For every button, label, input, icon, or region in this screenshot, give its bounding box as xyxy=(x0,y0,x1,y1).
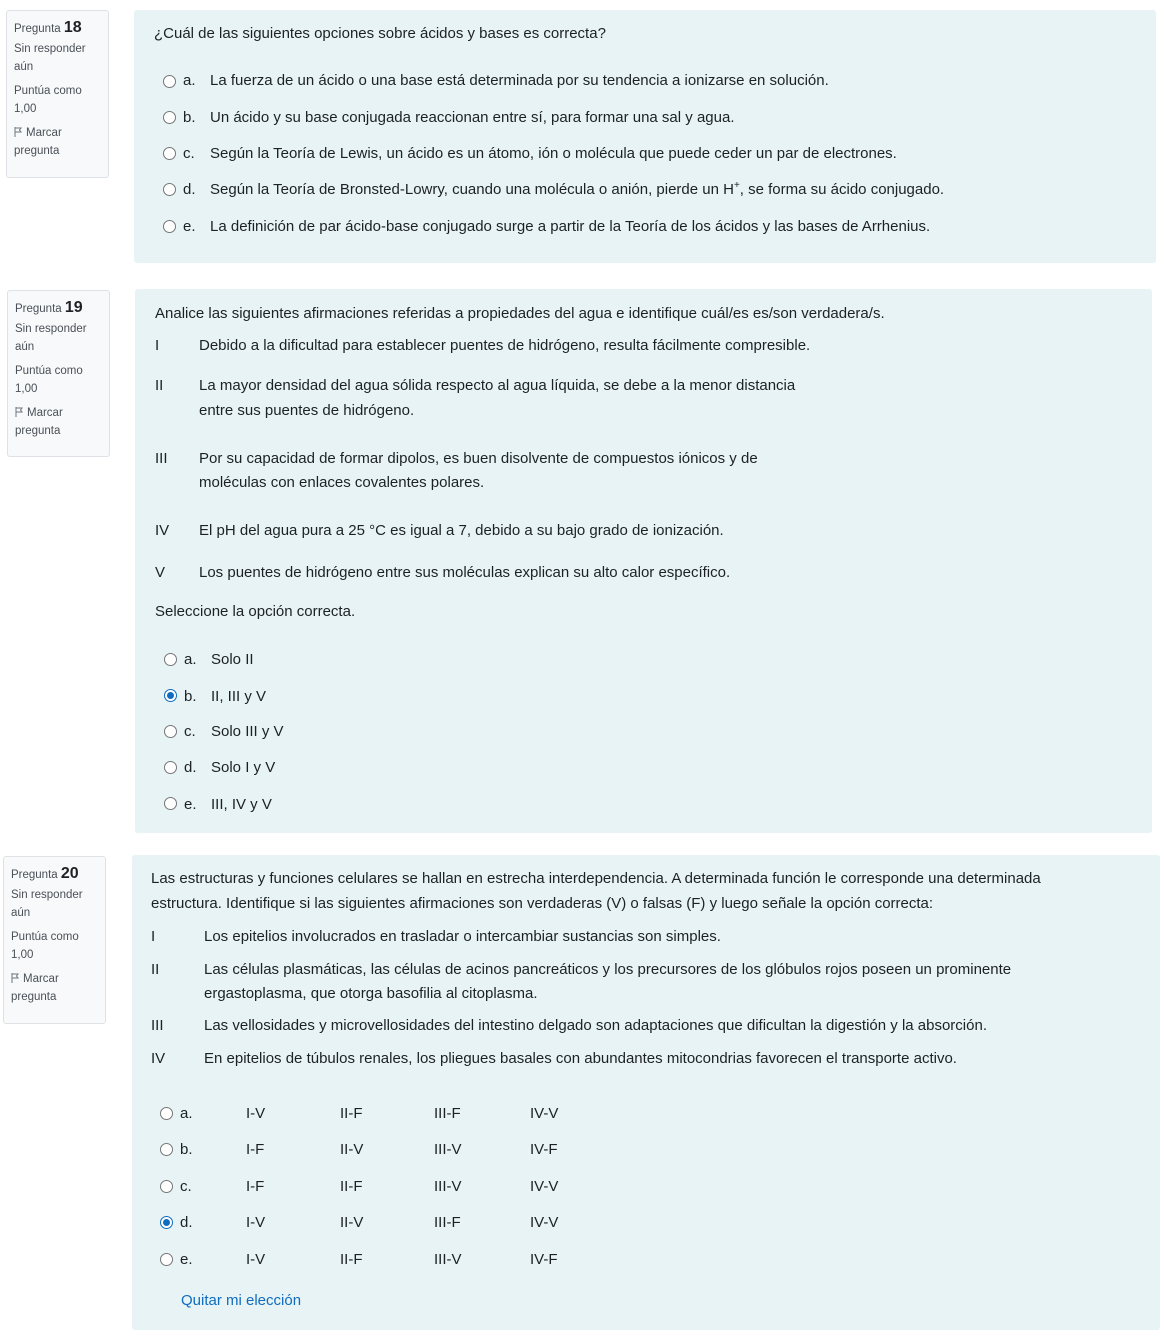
statement-number: II xyxy=(155,377,164,394)
answer-letter: e. xyxy=(180,1251,193,1268)
question-state: Sin responder aún xyxy=(14,43,86,73)
statement-text: El pH del agua pura a 25 °C es igual a 7, debido a su bajo grado de ionización. xyxy=(199,522,724,539)
answer-radio-c[interactable] xyxy=(164,725,177,738)
answer-letter: a. xyxy=(180,1105,193,1122)
answer-letter: c. xyxy=(180,1178,192,1195)
answer-col-3: III-V xyxy=(434,1178,462,1195)
answer-col-3: III-V xyxy=(434,1251,462,1268)
answer-col-1: I-F xyxy=(246,1178,265,1195)
answer-radio-a[interactable] xyxy=(163,75,176,88)
question-info-19 xyxy=(7,290,110,457)
question-content-19 xyxy=(135,289,1152,833)
answer-radio-b[interactable] xyxy=(163,111,176,124)
answer-letter: a. xyxy=(183,72,196,89)
answer-text: La fuerza de un ácido o una base está determinada por su tendencia a ionizarse en solución. xyxy=(210,72,829,89)
answer-letter: c. xyxy=(183,145,195,162)
flag-question-link[interactable]: Marcar pregunta xyxy=(14,127,62,157)
answer-letter: c. xyxy=(184,723,196,740)
answer-col-2: II-F xyxy=(340,1251,363,1268)
statement-number: I xyxy=(155,337,160,354)
answer-radio-d[interactable] xyxy=(163,183,176,196)
flag-question-link[interactable]: Marcar pregunta xyxy=(11,973,59,1003)
statement-text: Las células plasmáticas, las células de acinos pancreáticos y los precursores de los glóbulos rojos poseen un prominente xyxy=(204,961,1012,978)
question-text: Las estructuras y funciones celulares se hallan en estrecha interdependencia. A determinada función le corresponde una determinada xyxy=(151,870,1041,887)
answer-col-1: I-V xyxy=(246,1251,266,1268)
question-grade: Puntúa como 1,00 xyxy=(15,365,83,395)
answer-col-2: II-V xyxy=(340,1214,364,1231)
answer-col-1: I-F xyxy=(246,1141,265,1158)
question-content-20 xyxy=(132,855,1160,1330)
statement-text: La mayor densidad del agua sólida respecto al agua líquida, se debe a la menor distancia xyxy=(199,377,796,394)
answer-radio-c[interactable] xyxy=(160,1180,173,1193)
answer-text: La definición de par ácido-base conjugado surge a partir de la Teoría de los ácidos y las bases de Arrhenius. xyxy=(210,218,931,235)
question-state: Sin responder aún xyxy=(11,889,83,919)
question-prompt: Seleccione la opción correcta. xyxy=(155,603,356,620)
question-text: ¿Cuál de las siguientes opciones sobre ácidos y bases es correcta? xyxy=(154,25,606,42)
answer-col-4: IV-V xyxy=(530,1214,559,1231)
answer-col-3: III-F xyxy=(434,1214,461,1231)
answer-text: III, IV y V xyxy=(211,796,272,813)
answer-letter: d. xyxy=(180,1214,193,1231)
question-number: Pregunta 18 xyxy=(14,19,82,36)
statement-text: ergastoplasma, que otorga basofilia al citoplasma. xyxy=(204,985,538,1002)
question-content-18 xyxy=(134,10,1156,263)
statement-number: III xyxy=(151,1017,164,1034)
statement-number: I xyxy=(151,928,156,945)
answer-radio-c[interactable] xyxy=(163,147,176,160)
answer-radio-b[interactable] xyxy=(164,689,177,702)
answer-col-1: I-V xyxy=(246,1214,266,1231)
clear-choice-link[interactable]: Quitar mi elección xyxy=(181,1292,302,1309)
answer-letter: e. xyxy=(183,218,196,235)
answer-text: Según la Teoría de Lewis, un ácido es un átomo, ión o molécula que puede ceder un par de electrones. xyxy=(210,145,897,162)
statement-number: IV xyxy=(151,1050,166,1067)
answer-text: Un ácido y su base conjugada reaccionan entre sí, para formar una sal y agua. xyxy=(210,109,735,126)
superscript-plus: + xyxy=(733,180,740,191)
answer-col-4: IV-V xyxy=(530,1178,559,1195)
flag-icon xyxy=(14,127,23,137)
question-info-18 xyxy=(6,10,109,178)
question-text: estructura. Identifique si las siguientes afirmaciones son verdaderas (V) o falsas (F) y luego señale la opción correcta: xyxy=(151,895,934,912)
answer-col-2: II-V xyxy=(340,1141,364,1158)
statement-text: En epitelios de túbulos renales, los pliegues basales con abundantes mitocondrias favorecen el transporte activo. xyxy=(204,1050,957,1067)
answer-text: Solo I y V xyxy=(211,759,276,776)
answer-col-3: III-V xyxy=(434,1141,462,1158)
question-number: Pregunta 19 xyxy=(15,299,83,316)
answer-radio-e[interactable] xyxy=(160,1253,173,1266)
statement-number: III xyxy=(155,450,168,467)
answer-text: Según la Teoría de Bronsted-Lowry, cuando una molécula o anión, pierde un H+, se forma su ácido conjugado. xyxy=(210,180,945,198)
statement-number: II xyxy=(151,961,160,978)
question-state: Sin responder aún xyxy=(15,323,87,353)
answer-col-2: II-F xyxy=(340,1105,363,1122)
answer-radio-a[interactable] xyxy=(164,653,177,666)
question-number: Pregunta 20 xyxy=(11,865,79,882)
statement-number: V xyxy=(155,564,166,581)
answer-col-1: I-V xyxy=(246,1105,266,1122)
statement-number: IV xyxy=(155,522,170,539)
answer-text: Solo II xyxy=(211,651,254,668)
answer-radio-e[interactable] xyxy=(164,797,177,810)
statement-text: Debido a la dificultad para establecer puentes de hidrógeno, resulta fácilmente compresible. xyxy=(199,337,811,354)
question-grade: Puntúa como 1,00 xyxy=(14,85,82,115)
answer-letter: d. xyxy=(183,181,196,198)
answer-radio-a[interactable] xyxy=(160,1107,173,1120)
answer-letter: b. xyxy=(180,1141,193,1158)
question-text: Analice las siguientes afirmaciones referidas a propiedades del agua e identifique cuál/es es/son verdadera/s. xyxy=(155,305,885,322)
answer-text: Solo III y V xyxy=(211,723,284,740)
answer-col-4: IV-V xyxy=(530,1105,559,1122)
flag-icon xyxy=(11,973,20,983)
statement-text: Las vellosidades y microvellosidades del intestino delgado son adaptaciones que dificultan la digestión y la absorción. xyxy=(204,1017,987,1034)
question-info-20 xyxy=(3,856,106,1024)
answer-col-4: IV-F xyxy=(530,1251,558,1268)
answer-letter: b. xyxy=(183,109,196,126)
statement-text: entre sus puentes de hidrógeno. xyxy=(199,402,415,419)
flag-question-link[interactable]: Marcar pregunta xyxy=(15,407,63,437)
answer-radio-d[interactable] xyxy=(160,1216,173,1229)
answer-col-2: II-F xyxy=(340,1178,363,1195)
answer-radio-d[interactable] xyxy=(164,761,177,774)
statement-text: Los puentes de hidrógeno entre sus moléculas explican su alto calor específico. xyxy=(199,564,731,581)
statement-text: Los epitelios involucrados en trasladar o intercambiar sustancias son simples. xyxy=(204,928,721,945)
answer-letter: d. xyxy=(184,759,197,776)
statement-text: Por su capacidad de formar dipolos, es buen disolvente de compuestos iónicos y de xyxy=(199,450,758,467)
answer-radio-e[interactable] xyxy=(163,220,176,233)
answer-text: II, III y V xyxy=(211,688,267,705)
statement-text: moléculas con enlaces covalentes polares. xyxy=(199,474,485,491)
answer-letter: b. xyxy=(184,688,197,705)
question-grade: Puntúa como 1,00 xyxy=(11,931,79,961)
answer-letter: e. xyxy=(184,796,197,813)
answer-col-4: IV-F xyxy=(530,1141,558,1158)
answer-radio-b[interactable] xyxy=(160,1143,173,1156)
flag-icon xyxy=(15,407,24,417)
answer-letter: a. xyxy=(184,651,197,668)
answer-col-3: III-F xyxy=(434,1105,461,1122)
